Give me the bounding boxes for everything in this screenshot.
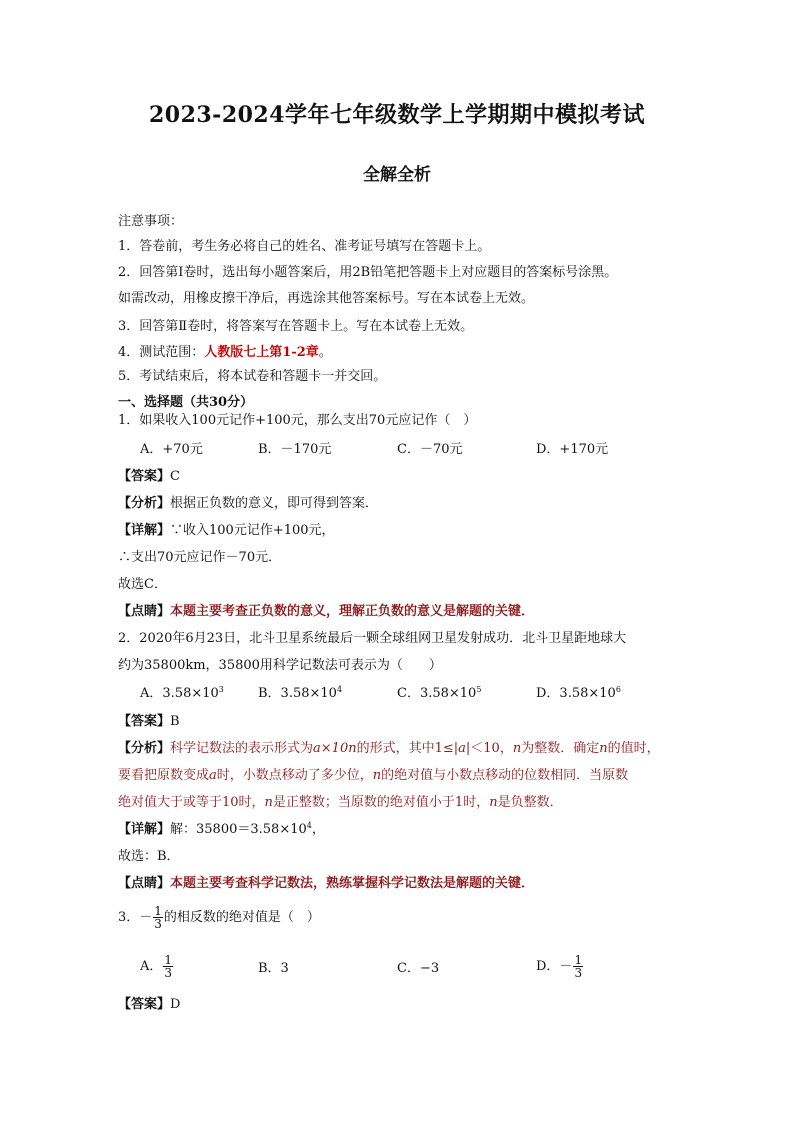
q1-point <box>118 603 534 621</box>
q2-option-a: A．$3.58\times 10^3$ <box>140 685 224 701</box>
q2-detail: 【详解】解：$35800=3.58\times 10^4$， <box>118 821 325 837</box>
q1-analysis <box>118 495 378 513</box>
q2-analysis-2: 要看把原数变成a时，小数点移动了多少位，n的绝对值与小数点移动的位数相同．当原数 <box>118 768 629 783</box>
q1-detail-2: ∴支出70元应记作－70元． <box>118 550 282 565</box>
answer-tag: 【答案】 <box>118 997 171 1012</box>
q2-stem-1: 2．2020年6月23日，北斗卫星系统最后一颗全球组网卫星发射成功．北斗卫星距地球大 <box>118 631 627 646</box>
analysis-tag: 【分析】 <box>118 496 171 511</box>
detail-tag: 【详解】 <box>118 523 171 538</box>
q3-answer <box>118 996 180 1014</box>
note-4-prefix: 4．测试范围： <box>118 345 205 360</box>
analysis-text: 根据正负数的意义，即可得到答案． <box>170 496 379 511</box>
detail-tag: 【详解】 <box>118 822 171 837</box>
note-5: 5．考试结束后，将本试卷和答题卡一并交回。 <box>118 369 387 384</box>
page-subtitle: 全解全析 <box>363 165 431 185</box>
q1-detail-3: 故选C． <box>118 577 167 592</box>
q1-stem: 1．如果收入100元记作+100元，那么支出70元应记作（ ） <box>118 413 477 428</box>
q2-analysis-3: 绝对值大于或等于10时，n是正整数；当原数的绝对值小于1时，n是负整数． <box>118 795 563 810</box>
q3-option-a: A． $\frac{1}{3}$ <box>140 953 173 980</box>
answer-tag: 【答案】 <box>118 469 171 484</box>
q2-answer <box>118 713 180 731</box>
page-title: 2023-2024学年七年级数学上学期期中模拟考试 <box>148 102 646 128</box>
q2-point <box>118 875 534 893</box>
point-text: 本题主要考查科学记数法，熟练掌握科学记数法是解题的关键． <box>170 876 535 891</box>
q2-option-b: B．$3.58\times 10^4$ <box>258 685 343 701</box>
q2-option-d: D．$3.58\times 10^6$ <box>536 685 621 701</box>
answer-value: D <box>170 997 181 1012</box>
q1-answer <box>118 468 180 486</box>
note-4-suffix: 。 <box>318 345 332 360</box>
section-heading: 一、选择题（共30分） <box>118 395 254 410</box>
note-4-range: 人教版七上第1-2章 <box>204 345 319 360</box>
point-tag: 【点睛】 <box>118 876 171 891</box>
detail-text: ∵收入100元记作+100元， <box>170 523 335 538</box>
answer-value: B <box>170 714 180 729</box>
q2-analysis-1: 【分析】科学记数法的表示形式为a×10n的形式，其中1≤|a|＜10，n为整数．确定n的值时， <box>118 741 660 756</box>
q3-option-c: C．−3 <box>397 961 440 976</box>
answer-value: C <box>170 469 180 484</box>
point-text: 本题主要考查正负数的意义，理解正负数的意义是解题的关键． <box>170 604 535 619</box>
note-1: 1．答卷前，考生务必将自己的姓名、准考证号填写在答题卡上。 <box>118 239 491 254</box>
q3-option-d: D．－ $\frac{1}{3}$ <box>536 953 583 980</box>
q3-option-b: B．3 <box>258 961 289 976</box>
note-2a: 2．回答第Ⅰ卷时，选出每小题答案后，用2B铅笔把答题卡上对应题目的答案标号涂黑。 <box>118 265 618 280</box>
q2-stem-2: 约为35800km，35800用科学记数法可表示为（ ） <box>118 658 442 673</box>
point-tag: 【点睛】 <box>118 604 171 619</box>
q1-option-a: A．+70元 <box>140 442 203 457</box>
q1-option-d: D．+170元 <box>536 442 609 457</box>
analysis-tag: 【分析】 <box>118 741 171 756</box>
q2-option-c: C．$3.58\times 10^5$ <box>397 685 482 701</box>
note-3: 3．回答第Ⅱ卷时，将答案写在答题卡上。写在本试卷上无效。 <box>118 319 474 334</box>
q1-option-c: C．－70元 <box>397 442 463 457</box>
notes-heading: 注意事项： <box>118 214 184 229</box>
note-2b: 如需改动，用橡皮擦干净后，再选涂其他答案标号。写在本试卷上无效。 <box>118 291 535 306</box>
fraction: $\frac{1}{3}$ <box>154 904 162 931</box>
answer-tag: 【答案】 <box>118 714 171 729</box>
q1-detail <box>118 522 335 540</box>
q2-detail-2: 故选：B． <box>118 849 180 864</box>
q1-option-b: B．－170元 <box>258 442 332 457</box>
note-4 <box>118 344 332 362</box>
q3-stem: 3．－ $\frac{1}{3}$ 的相反数的绝对值是（ ） <box>118 904 320 931</box>
